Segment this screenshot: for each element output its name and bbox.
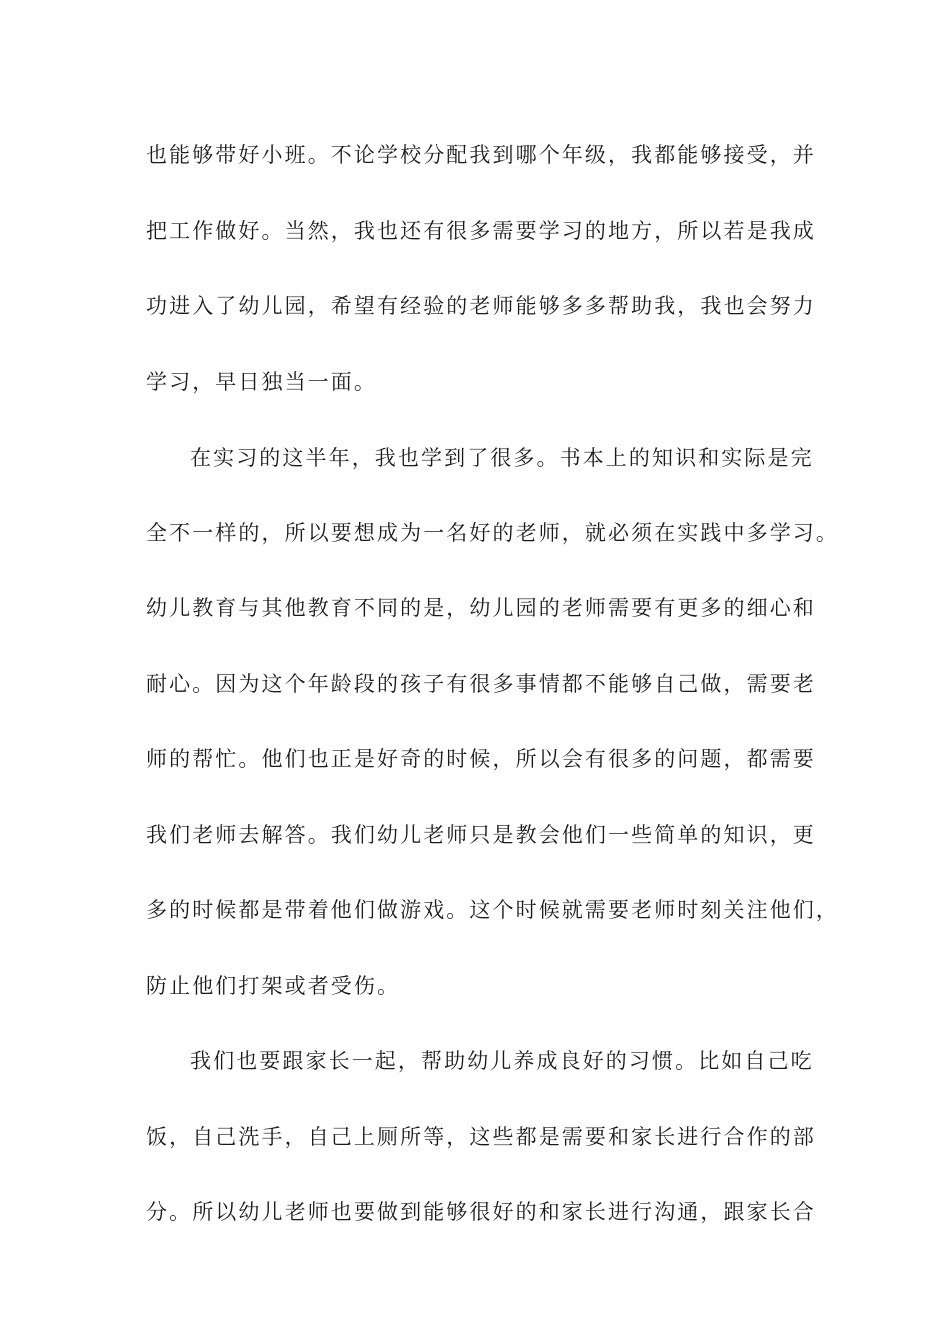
text-line: 多的时候都是带着他们做游戏。这个时候就需要老师时刻关注他们， [146, 898, 839, 922]
paragraph-first-line: 我们也要跟家长一起，帮助幼儿养成良好的习惯。比如自己吃 [190, 1049, 814, 1073]
paragraph-first-line: 在实习的这半年，我也学到了很多。书本上的知识和实际是完 [190, 446, 814, 470]
text-line: 学习，早日独当一面。 [146, 370, 377, 394]
text-line: 也能够带好小班。不论学校分配我到哪个年级，我都能够接受，并 [146, 143, 816, 167]
text-line: 饭，自己洗手，自己上厕所等，这些都是需要和家长进行合作的部 [146, 1125, 816, 1149]
text-line: 耐心。因为这个年龄段的孩子有很多事情都不能够自己做，需要老 [146, 672, 816, 696]
text-line: 全不一样的，所以要想成为一名好的老师，就必须在实践中多学习。 [146, 521, 839, 545]
text-line: 分。所以幼儿老师也要做到能够很好的和家长进行沟通，跟家长合 [146, 1200, 816, 1224]
text-line: 我们老师去解答。我们幼儿老师只是教会他们一些简单的知识，更 [146, 823, 816, 847]
text-line: 幼儿教育与其他教育不同的是，幼儿园的老师需要有更多的细心和 [146, 596, 816, 620]
text-line: 师的帮忙。他们也正是好奇的时候，所以会有很多的问题，都需要 [146, 747, 816, 771]
text-line: 把工作做好。当然，我也还有很多需要学习的地方，所以若是我成 [146, 219, 816, 243]
text-line: 功进入了幼儿园，希望有经验的老师能够多多帮助我，我也会努力 [146, 294, 816, 318]
text-line: 防止他们打架或者受伤。 [146, 974, 401, 998]
